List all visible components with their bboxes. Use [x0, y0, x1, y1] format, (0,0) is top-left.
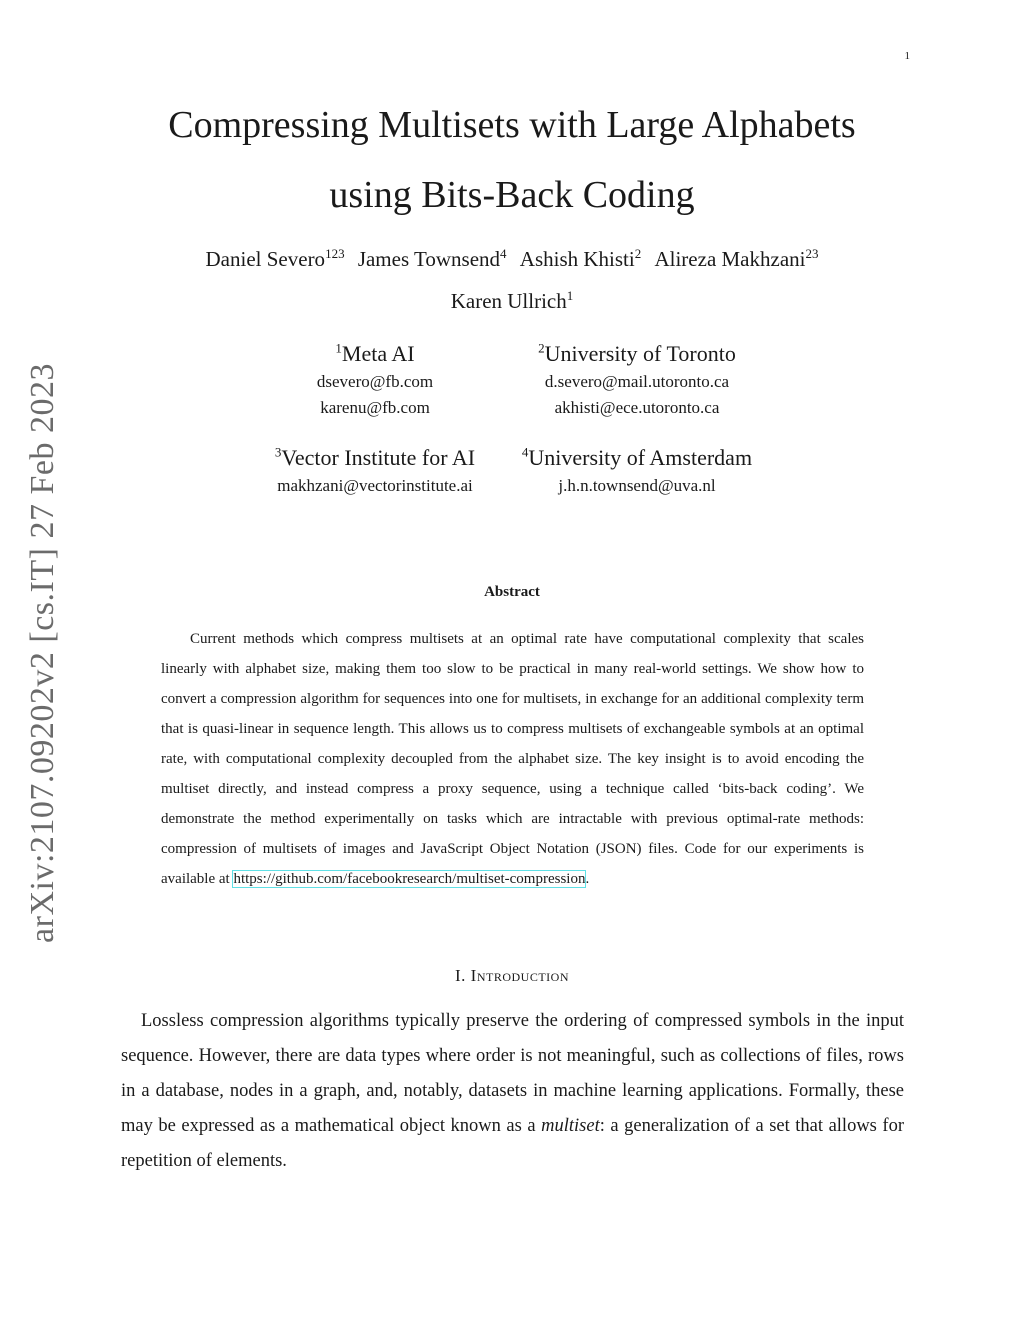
- title-line-2: using Bits-Back Coding: [329, 174, 695, 216]
- title-line-1: Compressing Multisets with Large Alphabets: [168, 104, 856, 146]
- affiliation-email: j.h.n.townsend@uva.nl: [558, 476, 716, 495]
- author-row-1: [0, 238, 1024, 280]
- intro-text-end: : a generalization of a set that allows for repetition of elements.: [121, 1116, 904, 1171]
- code-repository-link[interactable]: https://github.com/facebookresearch/multiset-compression: [233, 871, 586, 887]
- author: Ashish Khisti$^2$: [519, 246, 642, 271]
- affiliation-name: $^3$Vector Institute for AI: [274, 444, 476, 470]
- affiliation-name: $^1$Meta AI: [335, 340, 415, 366]
- affiliation-meta: [225, 339, 525, 421]
- author-list: [0, 238, 1024, 322]
- arxiv-stamp: arXiv:2107.09202v2 [cs.IT] 27 Feb 2023: [24, 363, 61, 943]
- abstract-body: [161, 624, 864, 894]
- abstract-heading: Abstract: [484, 584, 540, 600]
- affiliation-name: $^2$University of Toronto: [538, 340, 736, 366]
- affiliation-vector: [225, 443, 525, 499]
- paper-title: [0, 90, 1024, 230]
- affiliation-toronto: [487, 339, 787, 421]
- author: Karen Ullrich$^1$: [450, 288, 574, 313]
- affiliation-email: makhzani@vectorinstitute.ai: [277, 476, 473, 495]
- author: James Townsend$^4$: [357, 246, 507, 271]
- affiliation-email: akhisti@ece.utoronto.ca: [554, 398, 720, 417]
- section-heading-introduction: [0, 966, 1024, 986]
- affiliation-amsterdam: [487, 443, 787, 499]
- abstract-text: Current methods which compress multisets at an optimal rate have computational complexity that scales linearly with alphabet size, making them too slow to be practical in many real-world settings. We show how to convert a compression algorithm for sequences into one for multisets, in exchange for an additional complexity term that is quasi-linear in sequence length. This allows us to compress multisets of exchangeable symbols at an optimal rate, with computational complexity decoupled from the alphabet size. The key insight is to avoid encoding the multiset directly, and instead compress a proxy sequence, using a technique called ‘bits-back coding’. We demonstrate the method experimentally on tasks which are intractable with previous optimal-rate methods: compression of multisets of images and JavaScript Object Notation (JSON) files. Code for our experiments is available at: [161, 631, 864, 887]
- page-number: 1: [904, 50, 910, 62]
- affiliation-email: karenu@fb.com: [320, 398, 430, 417]
- introduction-paragraph: [121, 1004, 904, 1179]
- affiliation-email: d.severo@mail.utoronto.ca: [544, 372, 730, 391]
- section-title: Introduction: [470, 966, 569, 985]
- intro-text: Lossless compression algorithms typically preserve the ordering of compressed symbols in the input sequence. However, there are data types where order is not meaningful, such as collections of files, rows in a database, nodes in a graph, and, notably, datasets in machine learning applications. Formally, these may be expressed as a mathematical object known as a: [121, 1011, 904, 1136]
- section-number: I.: [455, 966, 466, 985]
- intro-emphasis: multiset: [541, 1116, 600, 1136]
- abstract-end: .: [585, 871, 590, 887]
- affiliation-name: $^4$University of Amsterdam: [521, 444, 753, 470]
- affiliation-email: dsevero@fb.com: [316, 372, 434, 391]
- author: Alireza Makhzani$^{23}$: [654, 246, 819, 271]
- author: Daniel Severo$^{123}$: [205, 246, 345, 271]
- author-row-2: [0, 280, 1024, 322]
